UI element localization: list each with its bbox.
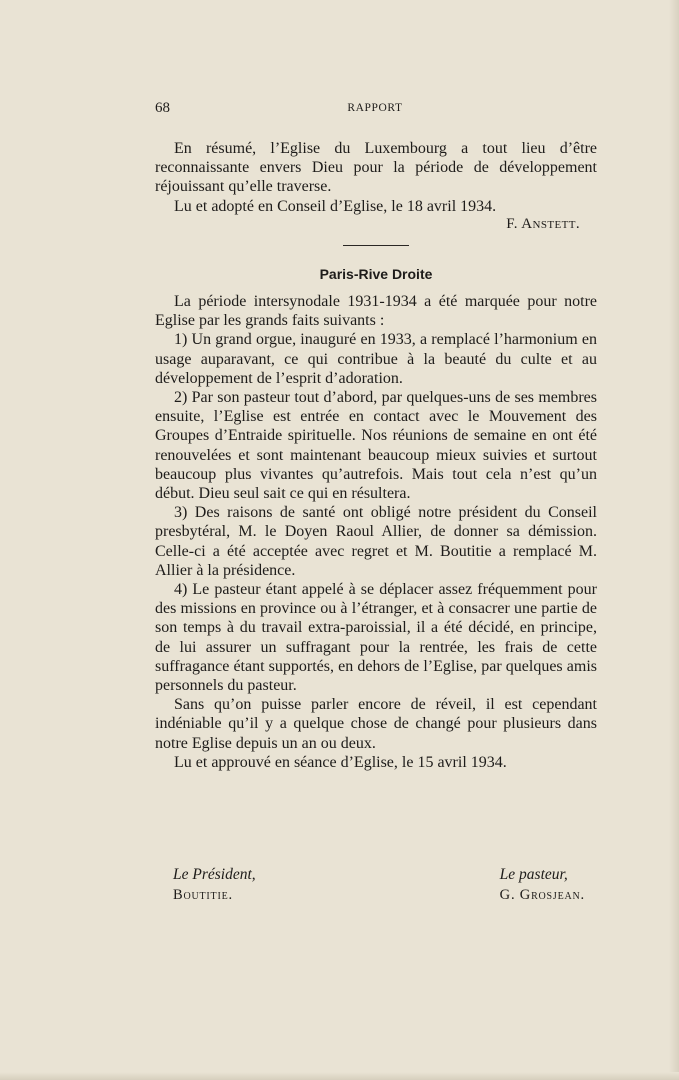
paragraph: En résumé, l’Eglise du Luxembourg a tout lieu d’être reconnaissante envers Dieu pour la période de développement réjouissant qu’elle traverse. <box>155 140 597 196</box>
paragraph: 2) Par son pasteur tout d’abord, par quelques-uns de ses membres ensuite, l’Eglise est entrée en contact avec le Mouvement des Groupes d’Entraide spirituelle. Nos réunions de semaine en ont été renouvelées et sont maintenant beaucoup mieux suivies et surtout beaucoup plus vivantes qu’autrefois. Mais tout cela n’est qu’un début. Dieu seul sait ce qui en résultera. <box>155 389 597 503</box>
paragraph: 4) Le pasteur étant appelé à se déplacer assez fréquemment pour des missions en province ou à l’étranger, et à consacrer une partie de son temps à du travail extra-paroissial, il a été décidé, en principe, de lui assurer un suffragant pour la rentrée, les frais de cette suffragance étant supportés, en dehors de l’Eglise, par quelques amis personnels du pasteur. <box>155 581 597 695</box>
luxembourg-conclusion <box>155 139 597 216</box>
pasteur-role: Le pasteur, <box>499 866 568 883</box>
president-name: Boutitie. <box>173 887 233 903</box>
closing-signatures <box>155 864 595 906</box>
page-edge <box>669 0 679 1080</box>
paragraph: Sans qu’on puisse parler encore de réveil, il est cependant indéniable qu’il y a quelque chose de changé pour plusieurs dans notre Eglise depuis un an ou deux. <box>155 696 597 752</box>
paragraph: Lu et approuvé en séance d’Eglise, le 15 avril 1934. <box>174 753 507 771</box>
president-signature <box>173 864 256 906</box>
paragraph: 1) Un grand orgue, inauguré en 1933, a remplacé l’harmonium en usage auparavant, ce qui contribue à la beauté du culte et au développement de l’esprit d’adoration. <box>155 331 597 387</box>
pasteur-name: G. Grosjean. <box>499 887 585 903</box>
president-role: Le Président, <box>173 866 256 883</box>
running-title: RAPPORT <box>347 102 403 114</box>
page-number: 68 <box>155 100 170 116</box>
luxembourg-signature: F. Anstett. <box>506 216 580 232</box>
section-title: Paris-Rive Droite <box>319 266 433 282</box>
paragraph: La période intersynodale 1931-1934 a été marquée pour notre Eglise par les grands faits suivants : <box>155 293 597 330</box>
page-header <box>155 100 595 120</box>
section-divider <box>343 245 409 246</box>
page-bottom-edge <box>0 1072 679 1080</box>
paris-rive-droite-report <box>155 292 597 772</box>
paragraph: Lu et adopté en Conseil d’Eglise, le 18 avril 1934. <box>174 197 497 215</box>
paragraph: 3) Des raisons de santé ont obligé notre président du Conseil presbytéral, M. le Doyen Raoul Allier, de donner sa démission. Celle-ci a été acceptée avec regret et M. Boutitie a remplacé M. Allier à la présidence. <box>155 504 597 579</box>
pasteur-signature <box>500 864 585 906</box>
